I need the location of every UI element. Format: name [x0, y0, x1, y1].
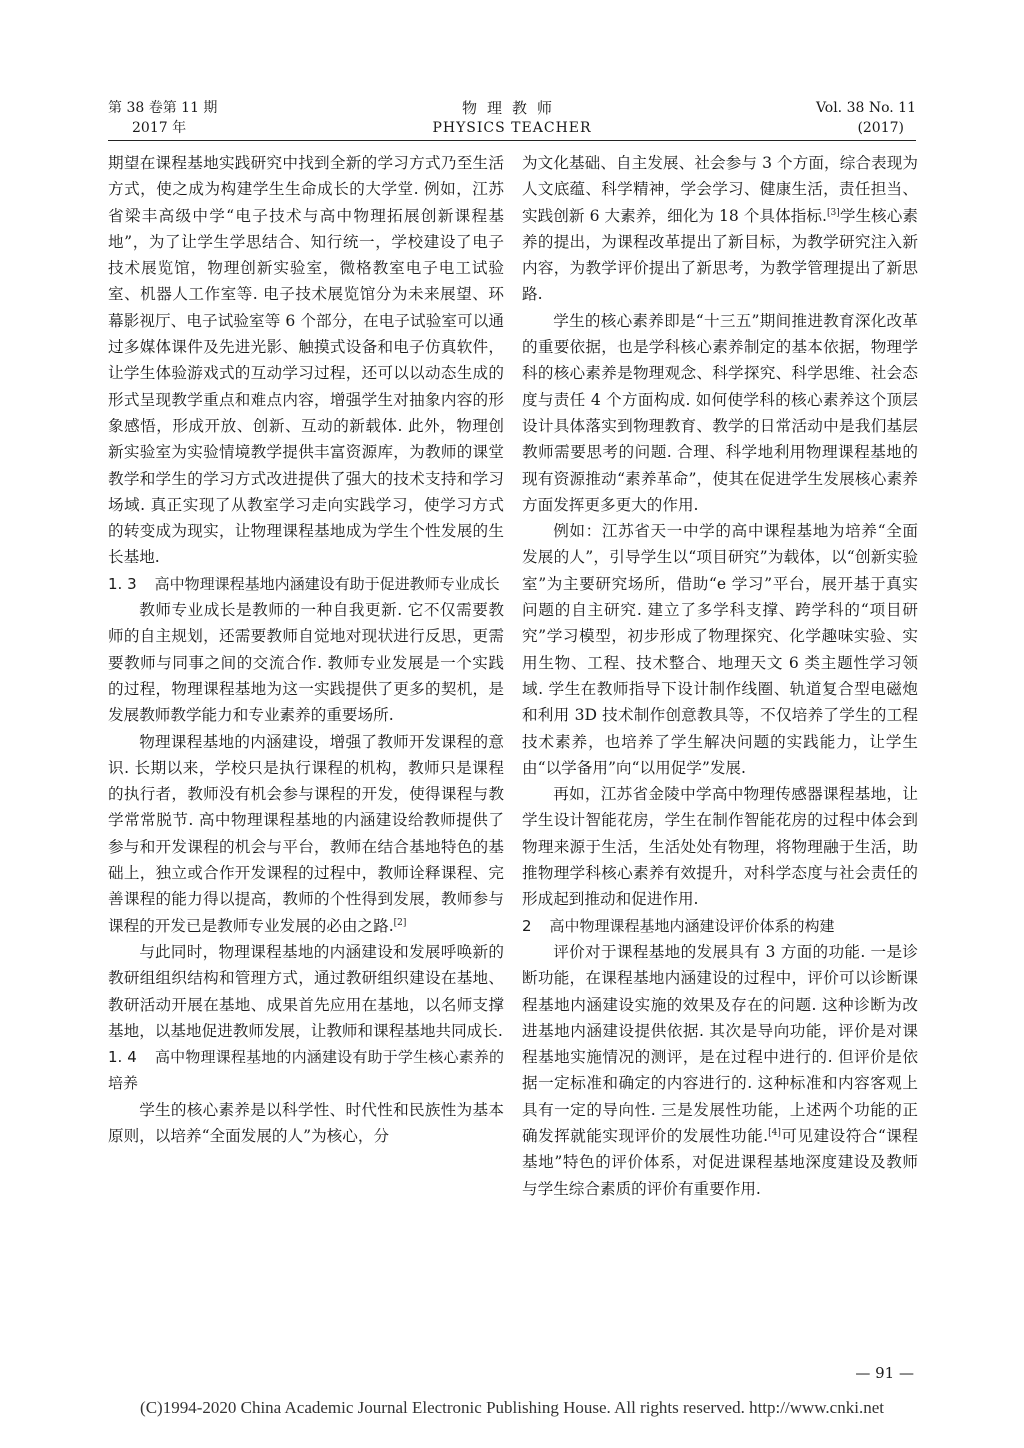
citation-ref: [3] [827, 207, 840, 218]
paragraph-text: 物理课程基地的内涵建设，增强了教师开发课程的意识. 长期以来，学校只是执行课程的机构，教师只是课程的执行者，教师没有机会参与课程的开发，使得课程与教学常常脱节. 高中物理课程基地的内涵建设给教师提供了参与和开发课程的机会与平台，教师在结合基地特色的基础上，独立或合作开发课程的过程中，教师诠释课程、完善课程的能力得以提高，教师的个性得到发展，教师参与课程的开发已是教师专业发展的必由之路. [108, 732, 504, 935]
citation-ref: [4] [768, 1127, 781, 1138]
paragraph [522, 939, 918, 1202]
paragraph-text: 学生核心素养的提出，为课程改革提出了新目标，为教学研究注入新内容，为教学评价提出了新思考，为教学管理提出了新思路. [522, 206, 918, 304]
paragraph [522, 150, 918, 308]
right-column [522, 150, 918, 1202]
paragraph: 例如：江苏省天一中学的高中课程基地为培养“全面发展的人”，引导学生以“项目研究”为载体，以“创新实验室”为主要研究场所，借助“e 学习”平台，展开基于真实问题的自主研究. 建立了多学科支撑、跨学科的“项目研究”学习模型，初步形成了物理探究、化学趣味实验、实用生物、工程、技术整合、地理天文 6 类主题性学习领域. 学生在教师指导下设计制作线圈、轨道复合型电磁炮和利用 3D 技术制作创意教具等，不仅培养了学生的工程技术素养，也培养了学生解决问题的实践能力，让学生由“以学备用”向“以用促学”发展. [522, 522, 918, 777]
paragraph: 学生的核心素养是以科学性、时代性和民族性为基本原则，以培养“全面发展的人”为核心，分 [108, 1100, 504, 1145]
paragraph-text: 可见建设符合“课程基地”特色的评价体系，对促进课程基地深度建设及教师与学生综合素质的评价有重要作用. [522, 1126, 918, 1198]
section-number: 2 [522, 916, 532, 935]
journal-title [108, 98, 916, 138]
paragraph: 再如，江苏省金陵中学高中物理传感器课程基地，让学生设计智能花房，学生在制作智能花房的过程中体会到物理来源于生活，生活处处有物理，将物理融于生活，助推物理学科核心素养有效提升，对科学态度与社会责任的形成起到推动和促进作用. [522, 785, 918, 909]
paragraph-text: 为文化基础、自主发展、社会参与 3 个方面，综合表现为人文底蕴、科学精神，学会学习、健康生活，责任担当、实践创新 6 大素养，细化为 18 个具体指标. [522, 154, 918, 225]
section-heading-2 [522, 913, 918, 939]
running-header [108, 98, 916, 141]
paragraph: 与此同时，物理课程基地的内涵建设和发展呼唤新的教研组组织结构和管理方式，通过教研组织建设在基地、教研活动开展在基地、成果首先应用在基地，以名师支撑基地，以基地促进教师发展，让教师和课程基地共同成长. [108, 942, 504, 1040]
section-title: 高中物理课程基地内涵建设评价体系的构建 [549, 916, 835, 935]
header-right [816, 98, 916, 138]
paragraph: 期望在课程基地实践研究中找到全新的学习方式乃至生活方式，使之成为构建学生生命成长的大学堂. 例如，江苏省梁丰高级中学“电子技术与高中物理拓展创新课程基地”，为了让学生学思结合、知行统一，学校建设了电子技术展览馆，物理创新实验室，微格教室电子电工试验室、机器人工作室等. 电子技术展览馆分为未来展望、环幕影视厅、电子试验室等 6 个部分，在电子试验室可以通过多媒体课件及先进光影、触摸式设备和电子仿真软件，让学生体验游戏式的互动学习过程，还可以以动态生成的形式呈现教学重点和难点内容，增强学生对抽象内容的形象感悟，形成开放、创新、互动的新载体. 此外，物理创新实验室为实验情境教学提供丰富资源库，为教师的课堂教学和学生的学习方式改进提供了强大的技术支持和学习场域. 真正实现了从教室学习走向实践学习，使学习方式的转变成为现实，让物理课程基地成为学生个性发展的生长基地. [108, 154, 504, 567]
paragraph [108, 729, 504, 939]
paragraph-text: 评价对于课程基地的发展具有 3 方面的功能. 一是诊断功能，在课程基地内涵建设的过程中，评价可以诊断课程基地内涵建设实施的效果及存在的问题. 这种诊断为改进基地内涵建设提供依据. 其次是导向功能，评价是对课程基地实施情况的测评，是在过程中进行的. 但评价是依据一定标准和确定的内容进行的. 这种标准和内容客观上具有一定的导向性. 三是发展性功能，上述两个功能的正确发挥就能实现评价的发展性功能. [522, 942, 918, 1145]
paragraph: 学生的核心素养即是“十三五”期间推进教育深化改革的重要依据，也是学科核心素养制定的基本依据，物理学科的核心素养是物理观念、科学探究、科学思维、社会态度与责任 4 个方面构成. 如何使学科的核心素养这个顶层设计具体落实到物理教育、教学的日常活动中是我们基层教师需要思考的问题. 合理、科学地利用物理课程基地的现有资源推动“素养革命”，使其在促进学生发展核心素养方面发挥更多更大的作用. [522, 311, 918, 514]
year-en: (2017) [857, 120, 904, 136]
volume-issue-en: Vol. 38 No. 11 [815, 100, 916, 116]
citation-ref: [2] [393, 917, 407, 928]
journal-title-en: PHYSICS TEACHER [432, 120, 592, 136]
section-title: 高中物理课程基地的内涵建设有助于学生核心素养的培养 [108, 1048, 504, 1093]
journal-title-cn: 物理教师 [461, 99, 562, 117]
section-number: 1. 3 [108, 574, 137, 593]
section-title: 高中物理课程基地内涵建设有助于促进教师专业成长 [154, 574, 500, 593]
year: 2017 年 [132, 120, 187, 136]
page-number: — 91 — [855, 1364, 914, 1382]
copyright-footer: (C)1994-2020 China Academic Journal Electronic Publishing House. All rights reserved. http://www.cnki.net [140, 1398, 884, 1417]
section-heading-1-3 [108, 571, 504, 597]
section-heading-1-4 [108, 1044, 504, 1097]
paragraph: 教师专业成长是教师的一种自我更新. 它不仅需要教师的自主规划，还需要教师自觉地对现状进行反思，更需要教师与同事之间的交流合作. 教师专业发展是一个实践的过程，物理课程基地为这一实践提供了更多的契机，是发展教师教学能力和专业素养的重要场所. [108, 601, 504, 725]
section-number: 1. 4 [108, 1048, 137, 1067]
left-column [108, 150, 504, 1149]
volume-issue: 第 38 卷第 11 期 [108, 100, 218, 116]
